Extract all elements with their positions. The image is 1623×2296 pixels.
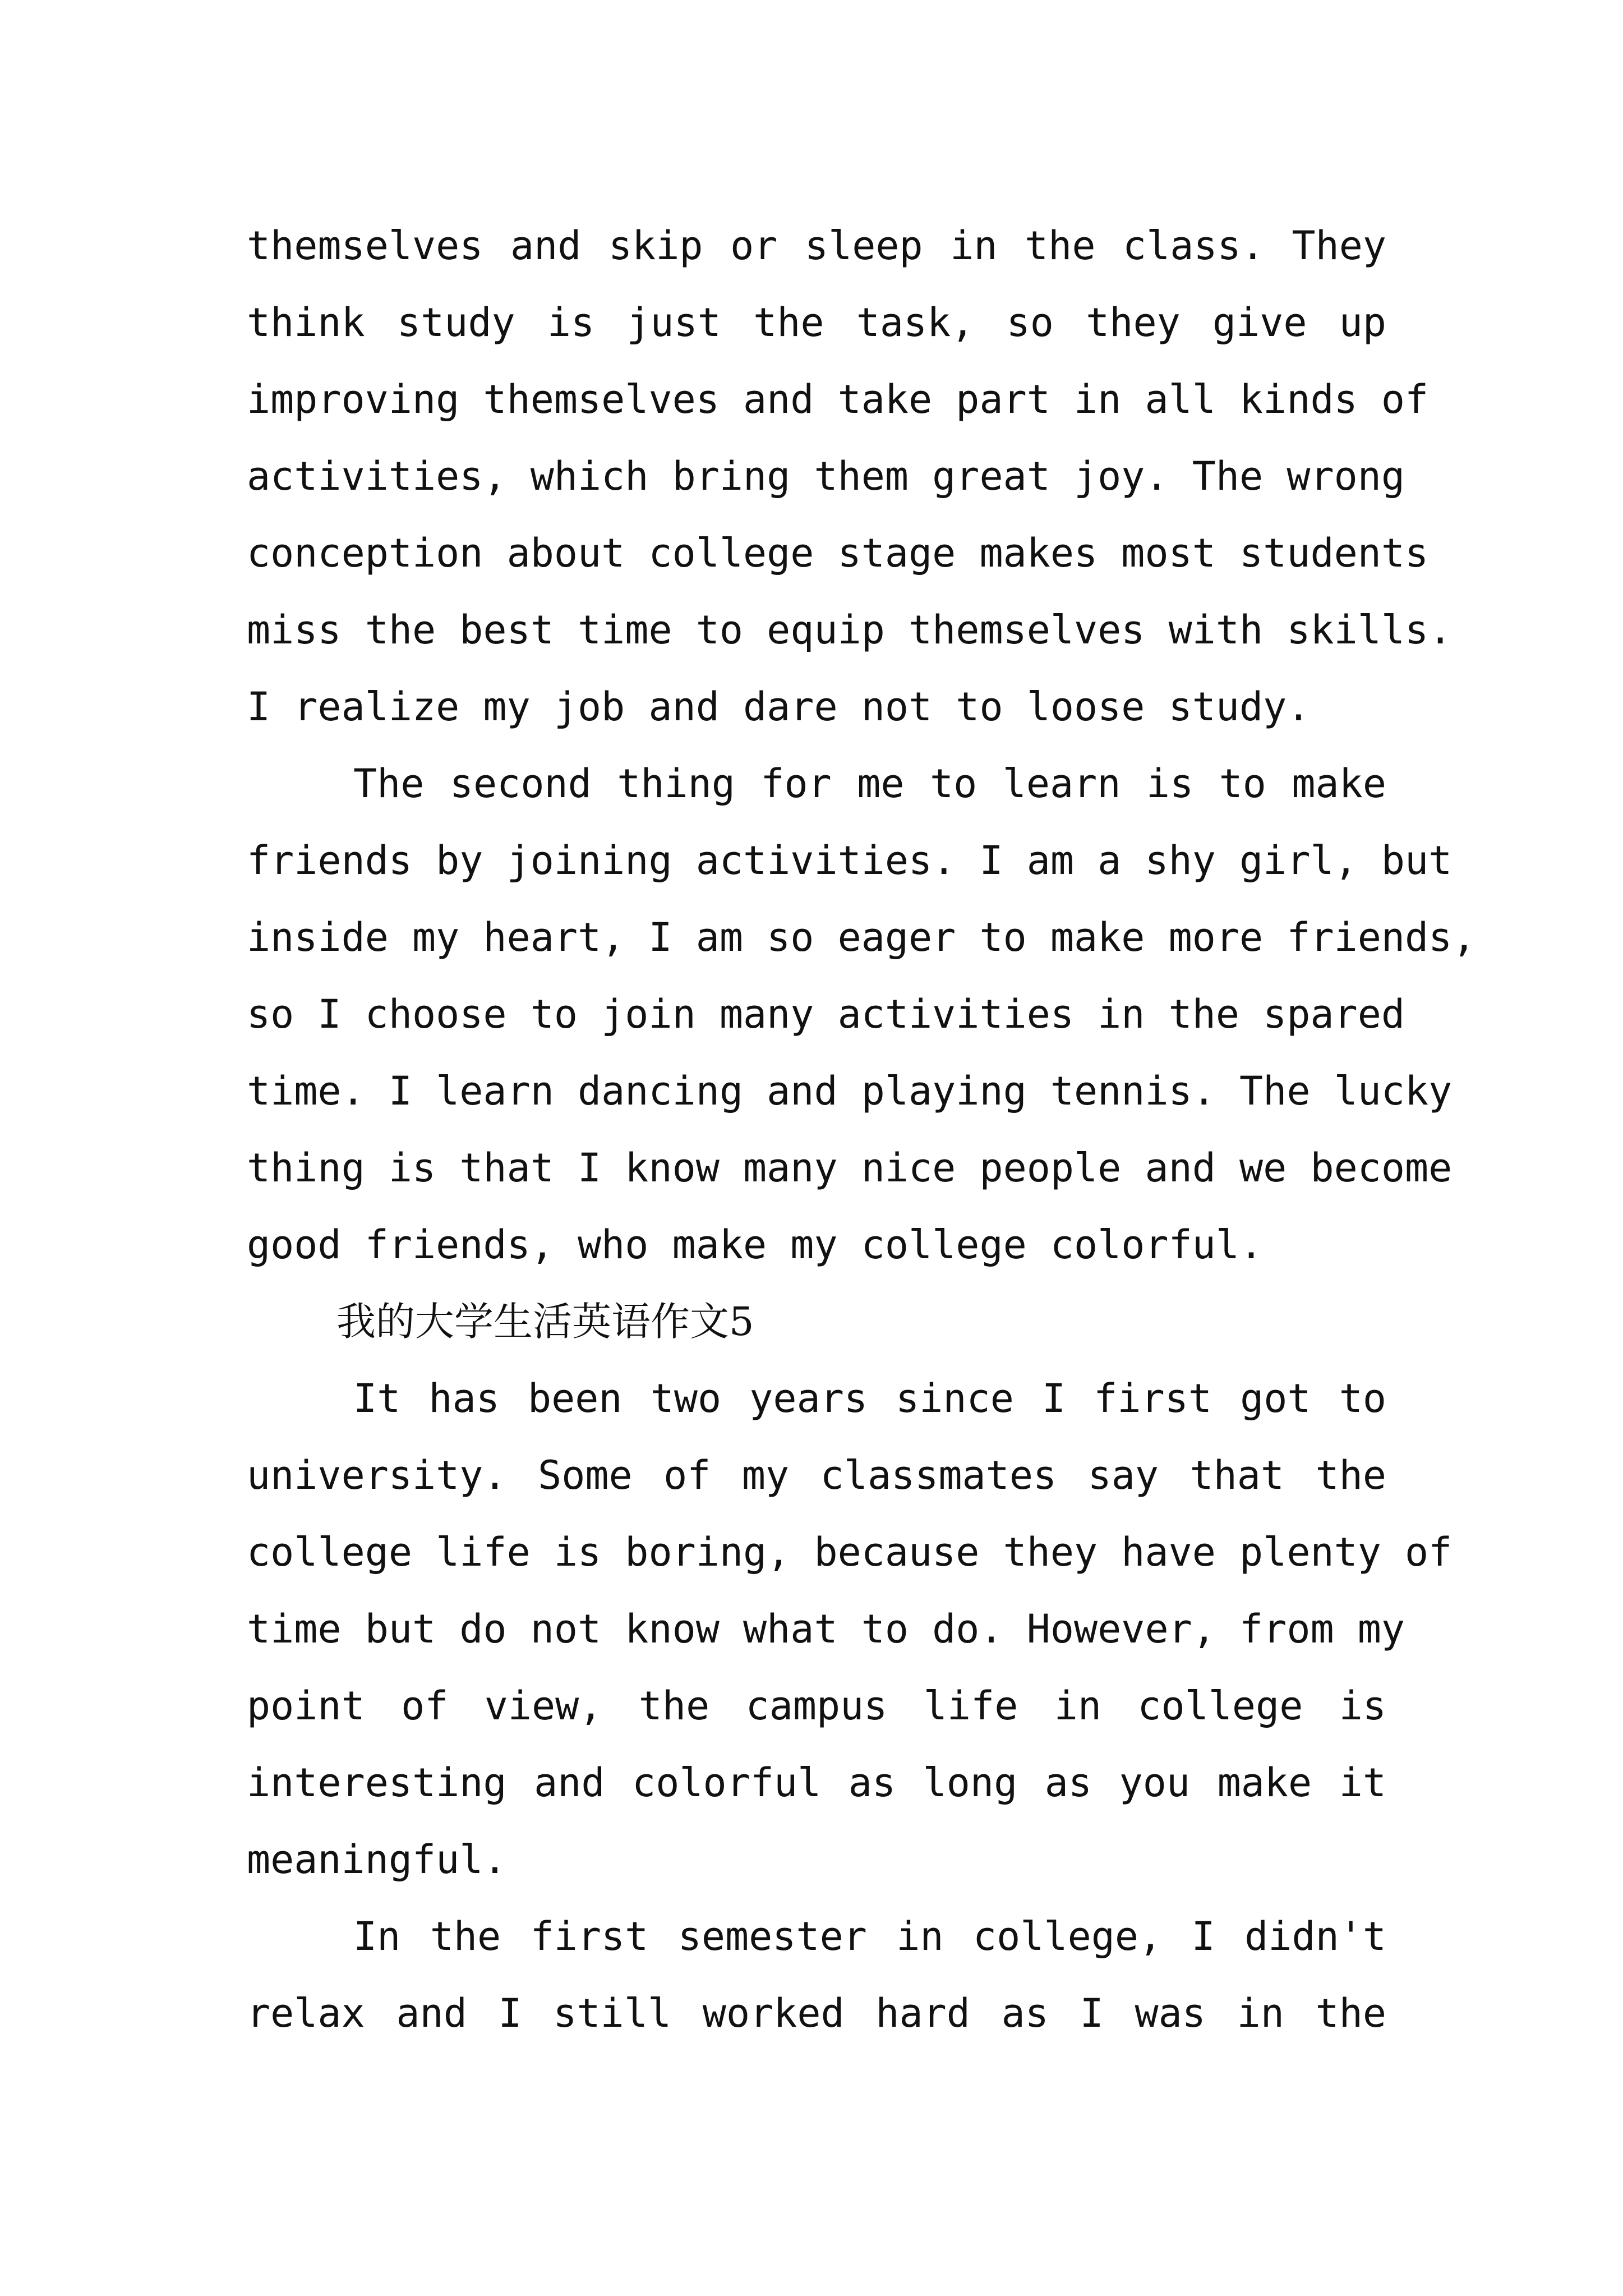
- paragraph-first-line: It has been two years since I first got to: [353, 1375, 1386, 1421]
- text-line: think study is just the task, so they give up: [247, 300, 1386, 346]
- text-line: I realize my job and dare not to loose study.: [247, 684, 1311, 730]
- text-line: interesting and colorful as long as you make it: [247, 1760, 1386, 1806]
- text-line: improving themselves and take part in all kinds of: [247, 376, 1429, 422]
- text-line: friends by joining activities. I am a shy girl, but: [247, 838, 1453, 884]
- text-line: college life is boring, because they have plenty of: [247, 1529, 1453, 1575]
- text-line: so I choose to join many activities in the spared: [247, 991, 1405, 1037]
- text-line: university. Some of my classmates say that the: [247, 1452, 1386, 1498]
- text-line: point of view, the campus life in college is: [247, 1683, 1386, 1729]
- text-line: thing is that I know many nice people and we become: [247, 1145, 1453, 1191]
- text-line: miss the best time to equip themselves with skills.: [247, 607, 1453, 653]
- text-line: good friends, who make my college colorful.: [247, 1222, 1264, 1268]
- text-line: conception about college stage makes most students: [247, 530, 1429, 576]
- section-heading: 我的大学生活英语作文5: [336, 1299, 754, 1345]
- text-line: themselves and skip or sleep in the class. They: [247, 223, 1386, 269]
- text-line: meaningful.: [247, 1837, 507, 1883]
- text-line: time. I learn dancing and playing tennis. The lucky: [247, 1068, 1453, 1114]
- text-line: time but do not know what to do. However, from my: [247, 1606, 1405, 1652]
- paragraph-first-line: In the first semester in college, I didn't: [353, 1913, 1386, 1959]
- text-line: activities, which bring them great joy. The wrong: [247, 453, 1405, 499]
- text-line: relax and I still worked hard as I was in the: [247, 1990, 1386, 2036]
- text-line: inside my heart, I am so eager to make more friends,: [247, 914, 1476, 960]
- paragraph-first-line: The second thing for me to learn is to make: [353, 761, 1386, 807]
